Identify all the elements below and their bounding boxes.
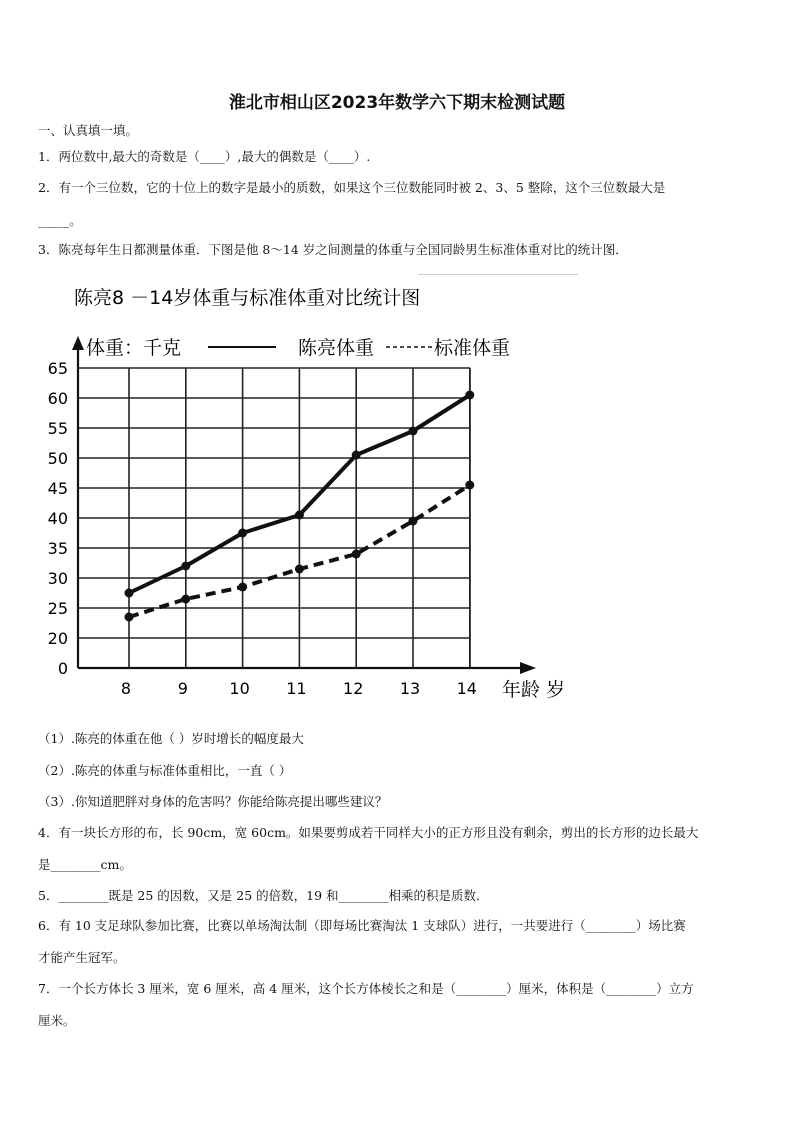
standard-point	[295, 565, 304, 574]
y-tick-label: 60	[47, 389, 68, 408]
y-tick-label: 30	[47, 569, 68, 588]
y-axis-arrow	[72, 336, 84, 350]
legend-label-chenliang: 陈亮体重	[298, 337, 375, 359]
standard-point	[465, 481, 474, 490]
y-tick-label: 35	[47, 539, 68, 558]
x-tick-label: 13	[399, 679, 421, 698]
x-tick-label: 10	[229, 679, 250, 698]
chenliang-point	[238, 529, 247, 538]
y-tick-label: 45	[47, 479, 68, 498]
y-axis-label: 体重：千克	[86, 337, 182, 359]
question-6-continued: 才能产生冠军。	[38, 950, 126, 965]
question-4-blank: 是________cm。	[38, 857, 132, 872]
question-4: 4．有一块长方形的布，长 90cm，宽 60cm。如果要剪成若干同样大小的正方形且没有剩余，剪出的长方形的边长最大	[38, 825, 699, 840]
y-tick-label: 20	[47, 629, 68, 648]
question-7-continued: 厘米。	[38, 1013, 76, 1028]
legend-label-standard: 标准体重	[434, 337, 511, 359]
question-3-part-2: （2）.陈亮的体重与标准体重相比，一直（ ）	[38, 763, 292, 778]
section-heading: 一、认真填一填。	[38, 123, 139, 138]
chenliang-point	[181, 562, 190, 571]
chenliang-point	[352, 451, 361, 460]
standard-point	[409, 517, 418, 526]
page-title: 淮北市相山区2023年数学六下期末检测试题	[228, 93, 566, 113]
question-1: 1．两位数中,最大的奇数是（____）,最大的偶数是（____）.	[38, 149, 371, 164]
question-2: 2．有一个三位数，它的十位上的数字是最小的质数，如果这个三位数能同时被 2、3、5 整除，这个三位数最大是	[38, 180, 666, 195]
x-axis-arrow	[520, 662, 536, 674]
y-tick-label: 25	[47, 599, 68, 618]
standard-point	[352, 550, 361, 559]
question-5: 5．________既是 25 的因数，又是 25 的倍数，19 和________相乘的积是质数．	[38, 888, 489, 903]
x-tick-label: 14	[456, 679, 477, 698]
question-3: 3．陈亮每年生日都测量体重．下图是他 8～14 岁之间测量的体重与全国同龄男生标准体重对比的统计图．	[38, 242, 628, 257]
y-tick-label: 40	[47, 509, 68, 528]
y-tick-label: 50	[47, 449, 68, 468]
y-tick-label: 65	[47, 359, 68, 378]
x-tick-label: 8	[120, 679, 132, 698]
chenliang-point	[295, 511, 304, 520]
y-tick-label-zero: 0	[57, 659, 68, 678]
x-axis-label: 年龄 岁	[502, 679, 566, 701]
question-3-part-1: （1）.陈亮的体重在他（ ）岁时增长的幅度最大	[38, 731, 304, 746]
x-tick-label: 12	[343, 679, 364, 698]
chenliang-point	[465, 391, 474, 400]
y-tick-label: 55	[47, 419, 68, 438]
chart-title: 陈亮8 －14岁体重与标准体重对比统计图	[74, 287, 421, 309]
weight-comparison-chart	[47, 280, 580, 705]
standard-point	[125, 613, 134, 622]
chenliang-point	[409, 427, 418, 436]
x-tick-label: 11	[286, 679, 307, 698]
x-tick-label: 9	[177, 679, 188, 698]
question-3-part-3: （3）.你知道肥胖对身体的危害吗？你能给陈亮提出哪些建议？	[38, 794, 388, 809]
question-6: 6．有 10 支足球队参加比赛，比赛以单场淘汰制（即每场比赛淘汰 1 支球队）进行，一共要进行（________）场比赛	[38, 918, 686, 933]
separator-line	[418, 274, 578, 275]
question-2-blank: _____。	[38, 213, 82, 228]
standard-point	[181, 595, 190, 604]
chenliang-point	[125, 589, 134, 598]
question-7: 7．一个长方体长 3 厘米，宽 6 厘米，高 4 厘米，这个长方体棱长之和是（________）厘米，体积是（________）立方	[38, 981, 694, 996]
standard-point	[238, 583, 247, 592]
chart-grid	[72, 336, 536, 674]
